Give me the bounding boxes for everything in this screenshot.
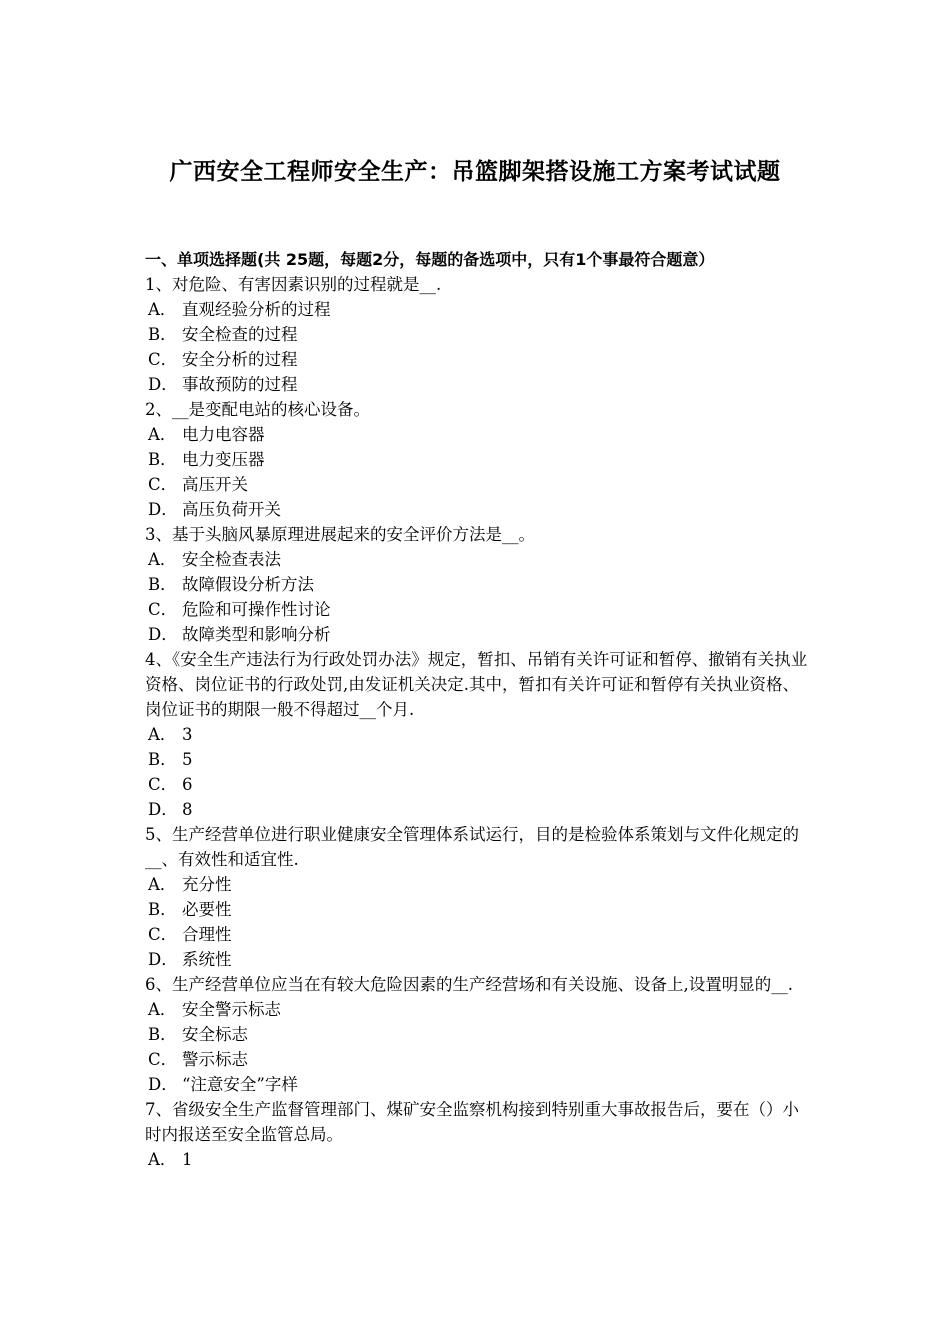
option-text: 安全检查表法 — [182, 550, 281, 569]
option-item — [145, 372, 810, 397]
option-item — [145, 1022, 810, 1047]
question-stem: 6、生产经营单位应当在有较大危险因素的生产经营场和有关设施、设备上,设置明显的__. — [145, 975, 793, 994]
option-item — [145, 772, 810, 797]
option-item — [145, 472, 810, 497]
option-item — [145, 797, 810, 822]
option-letter: A． — [148, 875, 177, 894]
question-stem: 4、《安全生产违法行为行政处罚办法》规定，暂扣、吊销有关许可证和暂停、撤销有关执业资格、岗位证书的行政处罚,由发证机关决定.其中，暂扣有关许可证和暂停有关执业资格、岗位证书的期限一般不得超过__个月. — [145, 650, 808, 719]
option-item — [145, 297, 810, 322]
option-text: 高压开关 — [182, 475, 248, 494]
option-item — [145, 947, 810, 972]
option-text: 警示标志 — [182, 1050, 248, 1069]
option-item — [145, 1147, 810, 1172]
option-item — [145, 997, 810, 1022]
option-text: 故障假设分析方法 — [182, 575, 314, 594]
option-text: 合理性 — [182, 925, 232, 944]
option-letter: B． — [148, 900, 177, 919]
option-text: 3 — [182, 725, 193, 744]
option-letter: D． — [148, 950, 178, 969]
question-4 — [145, 647, 810, 822]
question-7 — [145, 1097, 810, 1172]
option-text: 高压负荷开关 — [182, 500, 281, 519]
option-letter: B． — [148, 1025, 177, 1044]
option-text: 安全检查的过程 — [182, 325, 298, 344]
option-text: 系统性 — [182, 950, 232, 969]
section-header: 一、单项选择题(共 25题，每题2分，每题的备选项中，只有1个事最符合题意） — [145, 250, 715, 269]
option-letter: A． — [148, 1000, 177, 1019]
option-letter: B． — [148, 575, 177, 594]
option-item — [145, 597, 810, 622]
option-letter: D． — [148, 500, 178, 519]
option-text: “注意安全”字样 — [182, 1075, 298, 1094]
option-letter: C． — [148, 600, 178, 619]
option-letter: C． — [148, 775, 178, 794]
document-body — [145, 247, 810, 1172]
option-text: 1 — [182, 1150, 193, 1169]
option-item — [145, 1047, 810, 1072]
option-letter: C． — [148, 925, 178, 944]
option-item — [145, 1072, 810, 1097]
option-item — [145, 497, 810, 522]
option-item — [145, 722, 810, 747]
option-letter: C． — [148, 475, 178, 494]
option-item — [145, 872, 810, 897]
question-stem: 1、对危险、有害因素识别的过程就是__. — [145, 275, 442, 294]
option-text: 事故预防的过程 — [182, 375, 298, 394]
option-text: 故障类型和影响分析 — [182, 625, 331, 644]
option-letter: B． — [148, 450, 177, 469]
option-letter: D． — [148, 800, 178, 819]
option-item — [145, 922, 810, 947]
option-item — [145, 547, 810, 572]
option-text: 8 — [182, 800, 193, 819]
option-letter: A． — [148, 550, 177, 569]
option-item — [145, 347, 810, 372]
question-stem: 7、省级安全生产监督管理部门、煤矿安全监察机构接到特别重大事故报告后，要在（）小时内报送至安全监管总局。 — [145, 1100, 799, 1144]
option-list — [145, 1147, 810, 1172]
option-item — [145, 622, 810, 647]
option-letter: B． — [148, 325, 177, 344]
option-list — [145, 297, 810, 397]
option-text: 5 — [182, 750, 193, 769]
option-letter: C． — [148, 1050, 178, 1069]
option-item — [145, 897, 810, 922]
option-letter: C． — [148, 350, 178, 369]
option-text: 安全标志 — [182, 1025, 248, 1044]
option-list — [145, 872, 810, 972]
option-item — [145, 572, 810, 597]
option-list — [145, 722, 810, 822]
question-1 — [145, 272, 810, 397]
option-text: 6 — [182, 775, 193, 794]
option-text: 危险和可操作性讨论 — [182, 600, 331, 619]
option-item — [145, 447, 810, 472]
option-list — [145, 422, 810, 522]
option-item — [145, 422, 810, 447]
option-text: 安全分析的过程 — [182, 350, 298, 369]
option-letter: A． — [148, 725, 177, 744]
question-stem: 5、生产经营单位进行职业健康安全管理体系试运行，目的是检验体系策划与文件化规定的__、有效性和适宜性. — [145, 825, 799, 869]
option-list — [145, 997, 810, 1097]
question-stem: 2、__是变配电站的核心设备。 — [145, 400, 370, 419]
option-text: 必要性 — [182, 900, 232, 919]
question-list — [145, 272, 810, 1172]
option-text: 安全警示标志 — [182, 1000, 281, 1019]
question-5 — [145, 822, 810, 972]
option-item — [145, 747, 810, 772]
option-text: 电力变压器 — [182, 450, 265, 469]
option-list — [145, 547, 810, 647]
question-6 — [145, 972, 810, 1097]
document-title: 广西安全工程师安全生产：吊篮脚架搭设施工方案考试试题 — [169, 159, 781, 185]
question-2 — [145, 397, 810, 522]
option-letter: A． — [148, 300, 177, 319]
option-letter: D． — [148, 625, 178, 644]
option-letter: D． — [148, 375, 178, 394]
option-text: 充分性 — [182, 875, 232, 894]
option-text: 直观经验分析的过程 — [182, 300, 331, 319]
option-letter: B． — [148, 750, 177, 769]
option-letter: A． — [148, 1150, 177, 1169]
option-letter: A． — [148, 425, 177, 444]
question-stem: 3、基于头脑风暴原理进展起来的安全评价方法是__。 — [145, 525, 535, 544]
option-letter: D． — [148, 1075, 178, 1094]
option-text: 电力电容器 — [182, 425, 265, 444]
question-3 — [145, 522, 810, 647]
option-item — [145, 322, 810, 347]
